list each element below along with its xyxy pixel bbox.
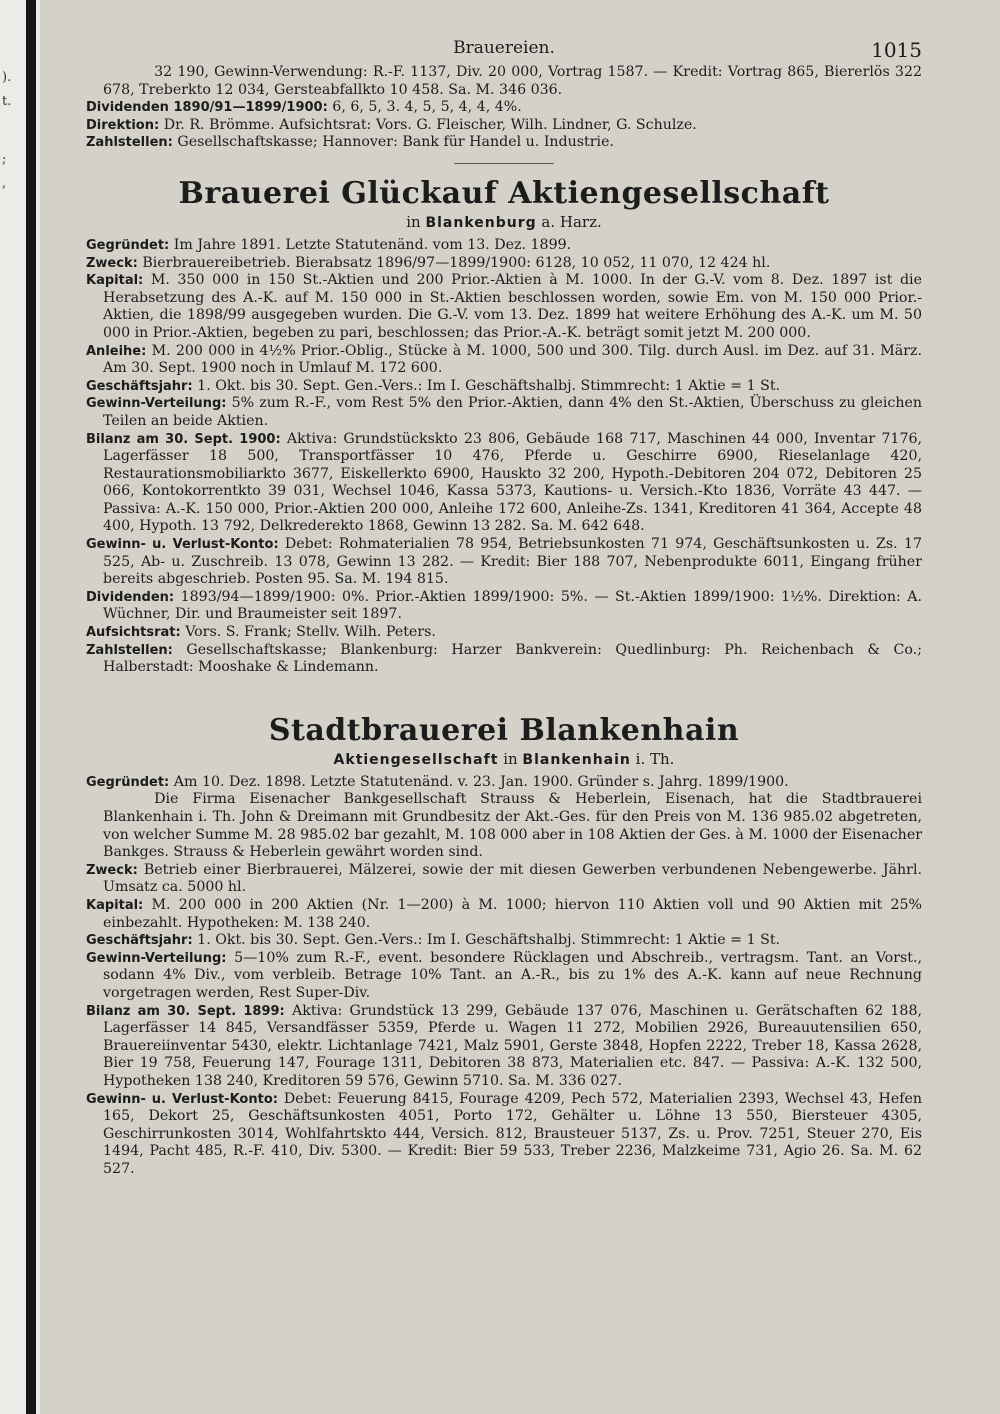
spine-fragment: ; [2, 152, 7, 167]
entry-text: Debet: Rohmaterialien 78 954, Betriebsunkosten 71 974, Geschäftsunkosten u. Zs. 17 525, Ab- u. Zuschreib. 13 078, Gewinn 13 282. — Kredit: Bier 188 707, Nebenprodukte 6011, Eingang früher bereits abgeschrieb. Posten 95. Sa. M. 194 815. [103, 536, 922, 588]
entry-key: Anleihe: [86, 343, 147, 359]
entry-paragraph [86, 791, 922, 861]
separator-rule [454, 163, 554, 164]
entry-text: 1. Okt. bis 30. Sept. Gen.-Vers.: Im I. Geschäftshalbj. Stimmrecht: 1 Aktie = 1 St. [192, 377, 781, 394]
previous-company-end [86, 64, 922, 152]
entry-paragraph [86, 431, 922, 537]
entry-paragraph [86, 237, 922, 255]
entry-text: 1893/94—1899/1900: 0%. Prior.-Aktien 1899/1900: 5%. — St.-Aktien 1899/1900: 1½%. Direktion: A. Wüchner, Dir. und Braumeister seit 1897. [103, 588, 922, 623]
entry-paragraph [86, 1003, 922, 1091]
entry-paragraph [86, 99, 922, 117]
spine-fragment: ). [2, 70, 12, 85]
entry-key: Gegründet: [86, 237, 170, 253]
entry-text: Bierbrauereibetrieb. Bierabsatz 1896/97—1899/1900: 6128, 10 052, 11 070, 12 424 hl. [137, 254, 771, 271]
entry-paragraph [86, 589, 922, 624]
entry-text: Im Jahre 1891. Letzte Statutenänd. vom 13. Dez. 1899. [169, 236, 572, 253]
entry-paragraph [86, 272, 922, 342]
entry-key: Zahlstellen: [86, 135, 173, 151]
entry-key: Dividenden 1890/91—1899/1900: [86, 100, 328, 116]
entry-key: Gewinn-Verteilung: [86, 396, 227, 412]
entry-text: Aktiva: Grundstück 13 299, Gebäude 137 076, Maschinen u. Gerätschaften 62 188, Lagerfässer 14 845, Versandfässer 5359, Pferde u. Wagen 11 272, Mobilien 2926, Bureauutensilien 650, Brauereiinventar 5430, elektr. Lichtanlage 7421, Malz 5901, Gerste 3848, Hopfen 2222, Treber 18, Kassa 2628, Bier 19 758, Feuerung 147, Fourage 1311, Debitoren 38 873, Materialien etc. 847. — Passiva: A.-K. 132 500, Hypotheken 138 240, Kreditoren 59 576, Gewinn 5710. Sa. M. 336 027. [103, 1002, 922, 1089]
spine-fragment: t. [2, 94, 12, 109]
entry-paragraph [86, 1091, 922, 1179]
entry-text: 5—10% zum R.-F., event. besondere Rücklagen und Abschreib., vertragsm. Tant. an Vorst., sodann 4% Div., vom verbleib. Betrage 10% Tant. an A.-R., bis zu 1% des A.-K. kann auf neue Rechnung vorgetragen werden, Rest Super-Div. [103, 949, 922, 1001]
entry-paragraph [86, 255, 922, 273]
section-gap [86, 677, 922, 703]
entry-key: Direktion: [86, 117, 160, 133]
entry-text: 1. Okt. bis 30. Sept. Gen.-Vers.: Im I. Geschäftshalbj. Stimmrecht: 1 Aktie = 1 St. [192, 932, 781, 949]
running-head-title: Brauereien. [453, 38, 555, 58]
entry-key: Zweck: [86, 862, 138, 878]
entry-text: Betrieb einer Bierbrauerei, Mälzerei, sowie der mit diesen Gewerben verbundenen Nebengewerbe. Jährl. Umsatz ca. 5000 hl. [103, 861, 922, 896]
book-spine [0, 0, 40, 1414]
entry-paragraph [86, 897, 922, 932]
entry-paragraph [86, 536, 922, 589]
company-title: Stadtbrauerei Blankenhain [268, 712, 740, 748]
entry-text: Die Firma Eisenacher Bankgesellschaft Strauss & Heberlein, Eisenach, hat die Stadtbrauerei Blankenhain i. Th. John & Dreimann mit Grundbesitz der Akt.-Ges. für den Preis von M. 136 985.02 abgetreten, von welcher Summe M. 28 985.02 bar gezahlt, M. 108 000 aber in 108 Aktien der Ges. à M. 1000 der Eisenacher Bankges. Strauss & Heberlein gewährt worden sind. [103, 791, 922, 861]
company-title: Brauerei Glückauf Aktiengesellschaft [178, 175, 830, 211]
entry-text: 32 190, Gewinn-Verwendung: R.-F. 1137, Div. 20 000, Vortrag 1587. — Kredit: Vortrag 865, Biererlös 322 678, Treberkto 12 034, Gersteabfallkto 10 458. Sa. M. 346 036. [103, 64, 922, 98]
page [86, 38, 922, 1178]
entry-key: Gewinn- u. Verlust-Konto: [86, 537, 279, 553]
entry-key: Bilanz am 30. Sept. 1899: [86, 1003, 285, 1019]
spine-fragment: , [2, 176, 7, 191]
entry-paragraph [86, 950, 922, 1003]
entry-key: Zweck: [86, 255, 138, 271]
entry-text: M. 350 000 in 150 St.-Aktien und 200 Prior.-Aktien à M. 1000. In der G.-V. vom 8. Dez. 1897 ist die Herabsetzung des A.-K. auf M. 150 000 in St.-Aktien beschlossen worden, sowie Em. von M. 150 000 Prior.-Aktien, die 1898/99 ausgegeben wurden. Die G.-V. vom 13. Dez. 1899 hat weitere Erhöhung des A.-K. um M. 50 000 in Prior.-Aktien, begeben zu pari, beschlossen; das Prior.-A.-K. beträgt somit jetzt M. 200 000. [103, 272, 922, 341]
entry-paragraph [86, 642, 922, 677]
running-head [86, 38, 922, 64]
entry-paragraph [86, 64, 922, 99]
entry-key: Geschäftsjahr: [86, 933, 193, 949]
entry-paragraph [86, 932, 922, 950]
location-name: Blankenburg [425, 214, 537, 231]
entry-paragraph [86, 134, 922, 152]
company-form: Aktiengesellschaft [333, 751, 499, 768]
entry-text: Gesellschaftskasse; Hannover: Bank für Handel u. Industrie. [172, 134, 614, 151]
page-number: 1015 [871, 38, 922, 62]
entry-text: 5% zum R.-F., vom Rest 5% den Prior.-Aktien, dann 4% den St.-Aktien, Überschuss zu gleichen Teilen an beide Aktien. [103, 395, 922, 429]
entry-key: Gewinn- u. Verlust-Konto: [86, 1091, 278, 1107]
entry-key: Geschäftsjahr: [86, 378, 193, 394]
entry-text: Aktiva: Grundstückskto 23 806, Gebäude 168 717, Maschinen 44 000, Inventar 7176, Lagerfässer 18 500, Transportfässer 10 476, Pferde u. Geschirre 6900, Rieselanlage 420, Restaurationsmobiliarkto 3677, Eiskellerkto 6900, Hauskto 32 200, Hypoth.-Debitoren 204 072, Debitoren 25 066, Kontokorrentkto 39 031, Wechsel 1046, Kassa 5373, Kautions- u. Versich.-Kto 1836, Vorräte 43 447. — Passiva: A.-K. 150 000, Prior.-Aktien 200 000, Anleihe 172 600, Anleihe-Zs. 1341, Kreditoren 41 364, Accepte 48 400, Hypoth. 13 792, Delkrederekto 1868, Gewinn 13 282. Sa. M. 642 648. [103, 430, 923, 535]
entry-key: Aufsichtsrat: [86, 625, 181, 641]
company-entry-glueckauf [86, 176, 922, 677]
company-location: Aktiengesellschaft in Blankenhain i. Th. [333, 749, 675, 768]
entry-paragraph [86, 862, 922, 897]
entry-key: Zahlstellen: [86, 642, 173, 658]
entry-text: Vors. S. Frank; Stellv. Wilh. Peters. [180, 624, 436, 641]
entry-paragraph [86, 774, 922, 792]
entry-text: Debet: Feuerung 8415, Fourage 4209, Pech 572, Materialien 2393, Wechsel 43, Hefen 165, Dekort 25, Geschäftsunkosten 4051, Porto 172, Gehälter u. Löhne 13 550, Biersteuer 4305, Geschirrunkosten 3014, Wohlfahrtskto 444, Versich. 812, Brausteuer 5137, Zs. u. Prov. 7251, Steuer 270, Eis 1494, Pacht 485, R.-F. 410, Div. 5300. — Kredit: Bier 59 533, Treber 2236, Malzkeime 731, Agio 26. Sa. M. 62 527. [103, 1090, 922, 1177]
entry-text: Dr. R. Brömme. Aufsichtsrat: Vors. G. Fleischer, Wilh. Lindner, G. Schulze. [159, 116, 697, 133]
entry-paragraph [86, 343, 922, 378]
binding-edge [26, 0, 36, 1414]
entry-text: 6, 6, 5, 3. 4, 5, 5, 4, 4, 4%. [327, 99, 522, 116]
entry-key: Kapital: [86, 897, 144, 913]
entry-key: Gegründet: [86, 774, 170, 790]
entry-paragraph [86, 624, 922, 642]
entry-key: Dividenden: [86, 589, 175, 605]
entry-paragraph [86, 117, 922, 135]
entry-text: Am 10. Dez. 1898. Letzte Statutenänd. v. 23. Jan. 1900. Gründer s. Jahrg. 1899/1900. [169, 773, 789, 790]
entry-key: Gewinn-Verteilung: [86, 950, 227, 966]
entry-key: Kapital: [86, 273, 144, 289]
entry-paragraph [86, 378, 922, 396]
company-entry-blankenhain [86, 713, 922, 1179]
entry-text: M. 200 000 in 4½% Prior.-Oblig., Stücke à M. 1000, 500 und 300. Tilg. durch Ausl. im Dez. auf 31. März. Am 30. Sept. 1900 noch in Umlauf M. 172 600. [103, 342, 922, 377]
entry-text: M. 200 000 in 200 Aktien (Nr. 1—200) à M. 1000; hiervon 110 Aktien voll und 90 Aktien mit 25% einbezahlt. Hypotheken: M. 138 240. [103, 896, 922, 931]
entry-paragraph [86, 395, 922, 430]
entry-key: Bilanz am 30. Sept. 1900: [86, 431, 281, 447]
entry-text: Gesellschaftskasse; Blankenburg: Harzer Bankverein: Quedlinburg: Ph. Reichenbach & Co.; Halberstadt: Mooshake & Lindemann. [103, 641, 922, 676]
location-name: Blankenhain [522, 751, 631, 768]
company-location: in Blankenburg a. Harz. [406, 212, 602, 231]
